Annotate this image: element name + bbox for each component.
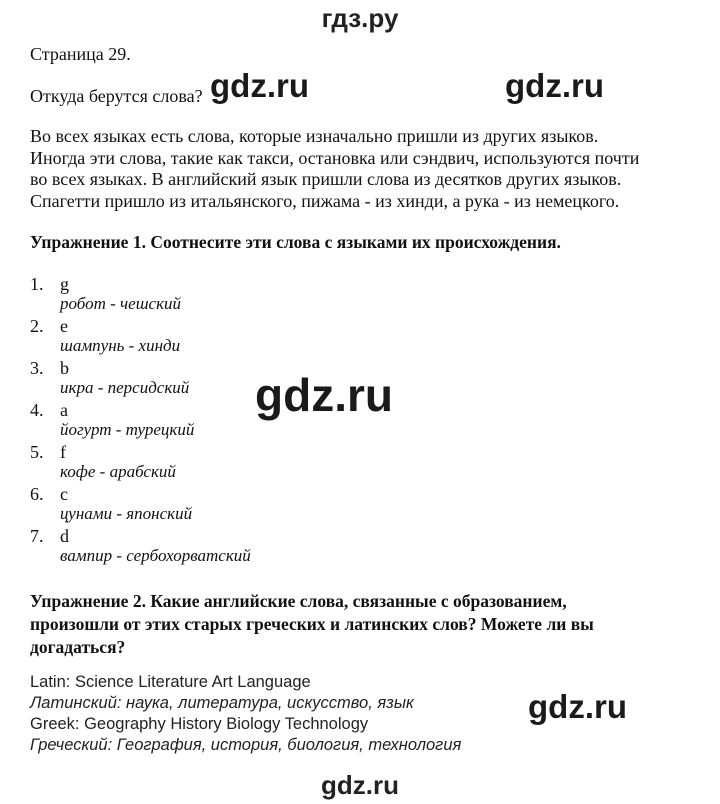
list-item [30,484,450,526]
item-number: 2. [30,316,44,336]
watermark: gdz.ru [505,67,604,104]
item-number: 4. [30,400,44,420]
list-item [30,274,450,316]
item-number: 1. [30,274,44,294]
item-letter: e [60,316,68,336]
item-translation: кофе - арабский [60,462,176,481]
list-item [30,442,450,484]
exercise2-title-line: Упражнение 2. Какие английские слова, связанные с образованием, [30,591,567,611]
exercise1-title: Упражнение 1. Соотнесите эти слова с языками их происхождения. [30,232,561,252]
exercise2-title-line: догадаться? [30,637,126,657]
page-label: Страница 29. [30,44,131,64]
intro-paragraph [30,126,700,212]
paragraph-line: Иногда эти слова, такие как такси, остановка или сэндвич, используются почти [30,147,640,168]
item-translation: вампир - сербохорватский [60,546,251,565]
question-heading: Откуда берутся слова? [30,86,203,106]
paragraph-line: Спагетти пришло из итальянского, пижама - из хинди, а рука - из немецкого. [30,190,620,211]
greek-words-translation: Греческий: География, история, биология, технология [30,736,462,754]
paragraph-line: Во всех языках есть слова, которые изначально пришли из других языков. [30,126,599,146]
exercise2-title [30,590,670,659]
item-translation: шампунь - хинди [60,336,181,355]
paragraph-line: во всех языках. В английский язык пришли слова из десятков других языков. [30,169,622,189]
latin-words-translation: Латинский: наука, литература, искусство, язык [30,694,414,712]
item-letter: a [60,400,68,420]
item-translation: йогурт - турецкий [60,420,195,439]
item-letter: b [60,358,69,378]
item-translation: цунами - японский [60,504,193,523]
item-number: 7. [30,526,44,546]
greek-words: Greek: Geography History Biology Technology [30,715,369,733]
watermark: gdz.ru [210,67,309,104]
item-letter: f [60,442,66,462]
watermark: gdz.ru [528,688,627,725]
watermark: gdz.ru [255,369,393,421]
item-letter: g [60,274,69,294]
item-number: 5. [30,442,44,462]
site-header: гдз.ру [321,3,399,33]
list-item [30,316,450,358]
exercise2-title-line: произошли от этих старых греческих и латинских слов? Можете ли вы [30,614,594,634]
item-letter: c [60,484,68,504]
item-translation: робот - чешский [60,294,182,313]
item-letter: d [60,526,69,546]
item-number: 3. [30,358,44,378]
item-number: 6. [30,484,44,504]
footer-watermark: gdz.ru [321,770,399,800]
list-item [30,526,450,568]
item-translation: икра - персидский [60,378,190,397]
latin-words: Latin: Science Literature Art Language [30,673,311,691]
